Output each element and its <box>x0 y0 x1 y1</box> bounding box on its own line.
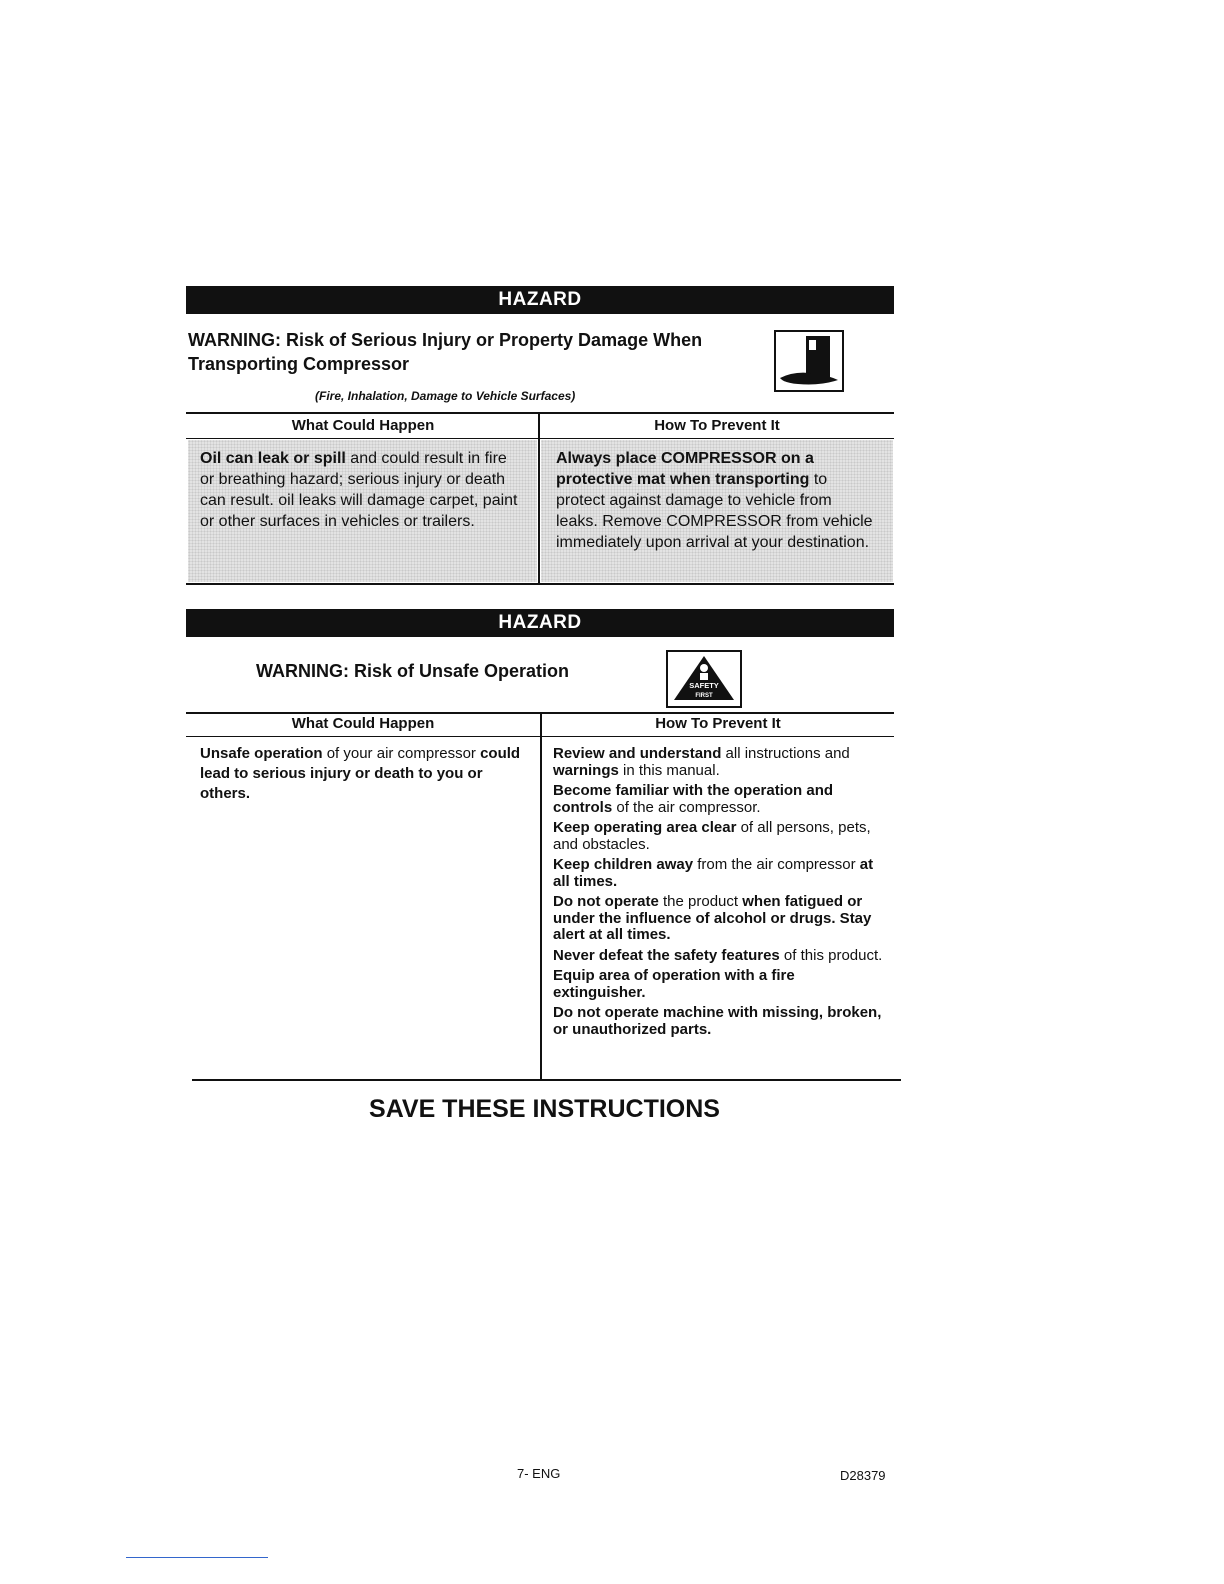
prevent-item-1-seg-0: Become familiar with the operation and controls <box>553 782 834 816</box>
happen2-seg-0: Unsafe operation <box>200 745 323 762</box>
table1-top-rule <box>186 412 894 414</box>
prevent-item-3-seg-0: Keep children away <box>553 856 694 873</box>
prevent-item-area-clear <box>553 820 888 853</box>
prevent-item-children <box>553 857 888 890</box>
hazard-banner-1: HAZARD <box>186 286 894 314</box>
happen1-seg-1: and could result in fire or breathing hazard; serious injury or death can result. oil leaks will damage carpet, paint or other surfaces in vehicles or trailers. <box>200 450 518 530</box>
prevent-item-missing-parts <box>553 1005 888 1038</box>
prevent-item-2-seg-1: of all persons, pets, and obstacles. <box>553 819 871 853</box>
table2-col-happen-header: What Could Happen <box>291 715 435 732</box>
prevent-item-extinguisher <box>553 968 888 1001</box>
prevent1-seg-0: Always place COMPRESSOR on a protective mat when transporting <box>556 450 814 488</box>
prevent-item-2-seg-0: Keep operating area clear <box>553 819 737 836</box>
warning-title-2: WARNING: Risk of Unsafe Operation <box>256 661 570 681</box>
hazard-subtitle-1: (Fire, Inhalation, Damage to Vehicle Surfaces) <box>315 389 576 403</box>
page-number: 7- ENG <box>517 1466 561 1481</box>
safety-first-icon <box>666 650 742 708</box>
warning-title-1-line1: WARNING: Risk of Serious Injury or Property Damage When <box>188 330 703 350</box>
happen2-seg-2: could lead to serious injury or death to you or others. <box>200 745 521 802</box>
document-code: D28379 <box>840 1468 886 1483</box>
safety-icon-text-2: FIRST <box>695 693 713 699</box>
prevent-item-5-seg-0: Never defeat the safety features <box>553 946 780 964</box>
footer-edge-line <box>126 1557 268 1558</box>
table1-prevent-text <box>556 448 876 553</box>
prevent-item-6-seg-0: Equip area of operation with a fire extinguisher. <box>553 967 795 1001</box>
table2-divider <box>540 713 542 1080</box>
prevent-item-1-seg-1: of the air compressor. <box>612 798 761 816</box>
prevent-item-0-seg-0: Review and understand <box>553 745 722 762</box>
prevent-item-3-seg-2: at all times. <box>553 856 874 890</box>
hazard-banner-2: HAZARD <box>186 609 894 637</box>
prevent-item-4-seg-0: Do not operate <box>553 893 659 910</box>
save-instructions-heading: SAVE THESE INSTRUCTIONS <box>369 1095 720 1123</box>
warning-title-1-line2: Transporting Compressor <box>188 354 410 374</box>
prevent-item-3-seg-1: from the air compressor <box>693 856 860 873</box>
table1-happen-text <box>200 448 520 532</box>
happen1-seg-0: Oil can leak or spill <box>200 450 346 467</box>
prevent-item-fatigued <box>553 894 888 944</box>
table2-happen-text <box>200 744 530 804</box>
table1-bottom-rule <box>186 583 894 585</box>
prevent-item-0-seg-2: warnings <box>553 761 619 779</box>
prevent-item-7-seg-0: Do not operate machine with missing, broken, or unauthorized parts. <box>553 1004 882 1038</box>
prevent-item-5-seg-1: of this product. <box>779 946 883 964</box>
prevent-item-4-seg-2: when fatigued or under the influence of alcohol or drugs. Stay alert at all times. <box>553 893 872 943</box>
prevent-item-familiar <box>553 783 888 816</box>
table1-divider <box>538 414 540 584</box>
table1-header-rule <box>186 438 894 439</box>
safety-icon-text-1: SAFETY <box>689 681 719 690</box>
table2-bottom-rule <box>192 1079 901 1081</box>
prevent-item-safety-features <box>553 948 888 965</box>
table2-prevent-list <box>553 746 888 1042</box>
prevent-item-0-seg-1: all instructions and <box>721 745 850 762</box>
prevent-item-4-seg-1: the product <box>658 893 743 910</box>
table2-col-prevent-header: How To Prevent It <box>655 715 781 732</box>
table1-col-prevent-header: How To Prevent It <box>654 417 780 434</box>
table1-col-happen-header: What Could Happen <box>291 417 435 434</box>
prevent-item-0-seg-3: in this manual. <box>618 761 720 779</box>
oil-leak-icon <box>774 330 844 392</box>
prevent-item-review <box>553 746 888 779</box>
prevent1-seg-1: to protect against damage to vehicle from leaks. Remove COMPRESSOR from vehicle immediately upon arrival at your destination. <box>556 471 873 551</box>
happen2-seg-1: of your air compressor <box>322 745 481 762</box>
